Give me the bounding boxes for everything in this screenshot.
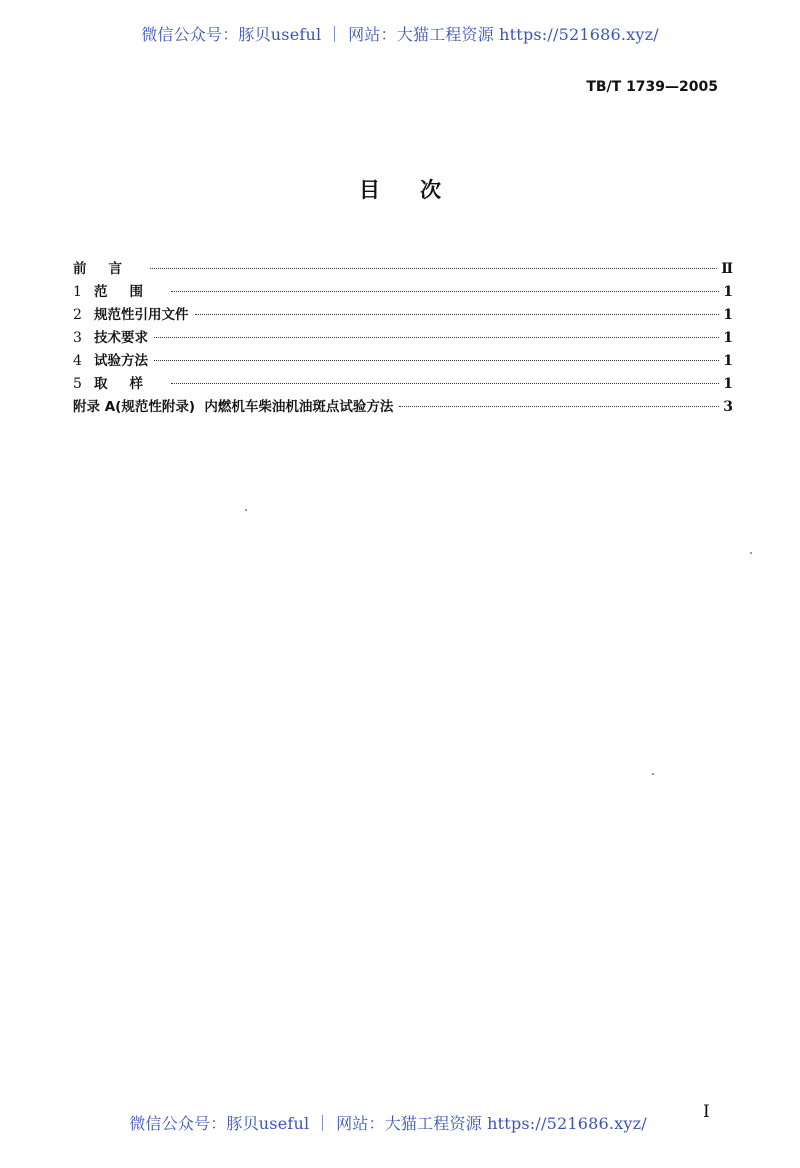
toc-page-number: 1 [723, 284, 733, 300]
toc-page-number: 1 [723, 353, 733, 369]
toc-label: 前言 [73, 261, 144, 277]
toc-label: 试验方法 [94, 353, 148, 369]
toc-label: 附录 A(规范性附录) 内燃机车柴油机油斑点试验方法 [73, 399, 394, 415]
toc-section-number: 4 [73, 353, 82, 369]
watermark-top: 微信公众号：豚贝useful ｜ 网站：大猫工程资源 https://521686.xyz/ [141, 25, 659, 44]
toc-page-number: 3 [723, 399, 733, 415]
toc-entry-foreword[interactable] [73, 257, 733, 280]
toc-label: 规范性引用文件 [94, 307, 189, 323]
toc-leader-dots [195, 313, 720, 315]
page-title: 目次 [359, 178, 481, 202]
toc-page-number: 1 [723, 330, 733, 346]
scan-speck [245, 509, 247, 511]
scan-speck [652, 773, 654, 775]
toc-section-number: 3 [73, 330, 82, 346]
toc-entry-scope[interactable] [73, 280, 733, 303]
toc-section-number: 5 [73, 376, 82, 392]
standard-code: TB/T 1739—2005 [586, 79, 718, 95]
toc-page-number: Ⅱ [721, 261, 733, 277]
toc-label: 取样 [94, 376, 165, 392]
toc-label: 技术要求 [94, 330, 148, 346]
toc-leader-dots [171, 382, 719, 384]
table-of-contents [73, 257, 733, 418]
toc-entry-test-methods[interactable] [73, 349, 733, 372]
toc-section-number: 1 [73, 284, 82, 300]
toc-page-number: 1 [723, 376, 733, 392]
toc-leader-dots [154, 359, 719, 361]
toc-label: 范围 [94, 284, 165, 300]
page-number: I [703, 1102, 710, 1122]
toc-page-number: 1 [723, 307, 733, 323]
toc-entry-normative-references[interactable] [73, 303, 733, 326]
toc-section-number: 2 [73, 307, 82, 323]
toc-entry-sampling[interactable] [73, 372, 733, 395]
watermark-bottom: 微信公众号：豚贝useful ｜ 网站：大猫工程资源 https://521686.xyz/ [129, 1114, 647, 1133]
toc-leader-dots [399, 405, 719, 407]
toc-leader-dots [171, 290, 719, 292]
toc-entry-annex-a[interactable] [73, 395, 733, 418]
toc-entry-technical-requirements[interactable] [73, 326, 733, 349]
scan-speck [750, 552, 752, 554]
toc-leader-dots [150, 267, 717, 269]
toc-leader-dots [154, 336, 719, 338]
